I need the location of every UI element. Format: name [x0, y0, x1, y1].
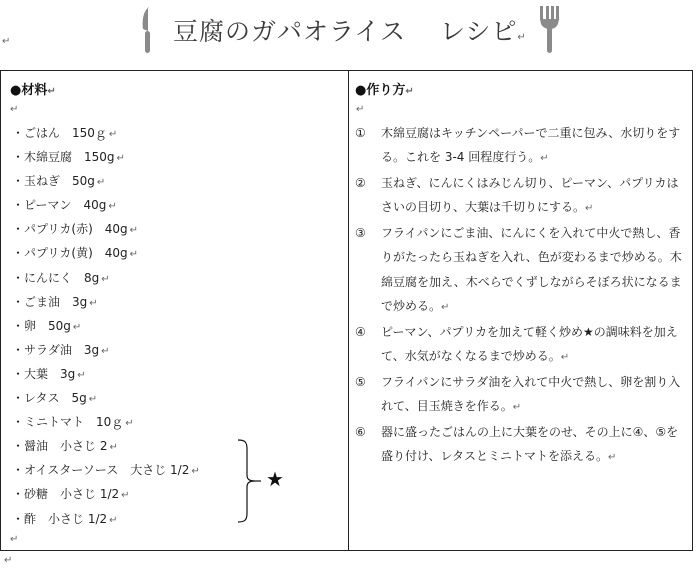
paragraph-mark: ↵: [191, 466, 200, 478]
method-step: [355, 420, 689, 470]
ingredient-text: ・玉ねぎ 50g: [12, 174, 95, 189]
method-step: [355, 370, 689, 420]
title-row: [0, 0, 697, 70]
fork-icon: [539, 5, 561, 55]
method-step: [355, 171, 689, 221]
ingredient-text: ・ごま油 3g: [12, 294, 88, 309]
step-number: ⑥: [355, 425, 366, 440]
paragraph-mark: ↵: [101, 345, 110, 357]
paragraph-mark: ↵: [129, 249, 139, 261]
method-step: [355, 221, 689, 319]
paragraph-mark: ↵: [125, 418, 134, 430]
ingredient-item: [12, 193, 200, 217]
page-title: [173, 12, 527, 48]
ingredient-text: ・パプリカ(黄) 40g: [12, 246, 128, 261]
ingredient-text: ・ピーマン 40g: [12, 198, 107, 213]
method-step: [355, 121, 689, 171]
step-number: ②: [355, 176, 366, 191]
ingredient-item: [12, 458, 200, 482]
ingredient-text: ・酢 小さじ 1/2: [12, 511, 108, 526]
ingredient-item: [12, 241, 200, 265]
ingredient-item: [12, 290, 200, 314]
method-heading: ●作り方↵: [355, 83, 414, 98]
paragraph-mark: ↵: [10, 104, 19, 115]
ingredient-text: ・卵 50g: [12, 318, 71, 333]
paragraph-mark: ↵: [129, 225, 139, 237]
ingredient-item: [12, 217, 200, 241]
step-text: ピーマン、パプリカを加えて軽く炒め★の調味料を加えて、水気がなくなるまで炒める。: [381, 324, 678, 363]
paragraph-mark: ↵: [2, 36, 11, 47]
paragraph-mark: ↵: [89, 297, 98, 309]
ingredient-text: ・レタス 5g: [12, 391, 87, 406]
paragraph-mark: ↵: [109, 514, 118, 526]
ingredient-item: [12, 169, 200, 193]
ingredient-text: ・砂糖 小さじ 1/2: [12, 487, 120, 502]
step-number: ④: [355, 324, 366, 339]
paragraph-mark: ↵: [108, 129, 118, 140]
step-number: ①: [355, 126, 366, 140]
star-icon: ★: [266, 467, 284, 491]
ingredient-item: [12, 507, 200, 531]
ingredient-text: ・にんにく 8g: [12, 270, 100, 285]
ingredient-item: [12, 482, 200, 506]
step-text: 器に盛ったごはんの上に大葉をのせ、その上に④、⑤を盛り付け、レタスとミニトマトを添える。: [381, 425, 679, 464]
ingredient-text: ・ミニトマト 10ｇ: [12, 415, 124, 430]
ingredient-item: [12, 410, 200, 434]
paragraph-mark: ↵: [10, 534, 19, 545]
ingredient-text: ・サラダ油 3g: [12, 342, 100, 357]
paragraph-mark: ↵: [72, 321, 82, 333]
paragraph-mark: ↵: [109, 442, 118, 454]
paragraph-mark: ↵: [540, 153, 549, 165]
step-text: フライパンにサラダ油を入れて中火で熱し、卵を割り入れて、目玉焼きを作る。: [381, 374, 681, 414]
paragraph-mark: ↵: [101, 273, 110, 285]
method-step: [355, 320, 689, 370]
step-text: 玉ねぎ、にんにくはみじん切り、ピーマン、パプリカはさいの目切り、大葉は千切りにする。: [381, 176, 679, 215]
step-number: ⑤: [355, 374, 366, 389]
ingredient-item: [12, 314, 200, 338]
ingredient-item: [12, 121, 200, 145]
ingredients-heading: ●材料↵: [10, 83, 56, 98]
ingredient-text: ・醤油 小さじ 2: [12, 439, 108, 454]
brace-icon: [237, 439, 263, 523]
paragraph-mark: ↵: [512, 402, 522, 414]
paragraph-mark: ↵: [121, 490, 130, 502]
paragraph-mark: ↵: [96, 177, 106, 189]
ingredient-item: [12, 145, 200, 169]
title-suffix: レシピ: [440, 17, 518, 46]
ingredient-text: ・パプリカ(赤) 40g: [12, 222, 128, 237]
method-steps: [355, 121, 689, 470]
recipe-table: [0, 70, 693, 551]
title-main: 豆腐のガパオライス: [173, 17, 407, 46]
paragraph-mark: ↵: [441, 301, 450, 313]
paragraph-mark: ↵: [608, 452, 617, 464]
ingredients-column: [1, 71, 348, 550]
title-paragraph-mark: ↵: [517, 32, 527, 43]
ingredient-item: [12, 386, 200, 410]
paragraph-mark: ↵: [356, 104, 365, 115]
method-column: [349, 71, 693, 550]
step-number: ③: [355, 226, 366, 241]
paragraph-mark: ↵: [77, 369, 86, 381]
paragraph-mark: ↵: [585, 203, 594, 215]
ingredient-text: ・木綿豆腐 150g: [12, 150, 115, 165]
knife-icon: [140, 5, 156, 55]
paragraph-mark: ↵: [116, 153, 125, 165]
step-text: フライパンにごま油、にんにくを入れて中火で熱し、香りがたったら玉ねぎを入れ、色が変わるまで炒める。木綿豆腐を加え、木べらでくずしながらそぼろ状になるまで炒める。: [381, 226, 682, 313]
paragraph-mark: ↵: [560, 351, 570, 363]
ingredient-item: [12, 434, 200, 458]
ingredient-item: [12, 362, 200, 386]
ingredient-text: ・オイスターソース 大さじ 1/2: [12, 463, 190, 478]
ingredient-item: [12, 266, 200, 290]
step-text: 木綿豆腐はキッチンペーパーで二重に包み、水切りをする。これを 3-4 回程度行う。: [381, 126, 681, 165]
ingredient-text: ・ごはん 150ｇ: [12, 126, 107, 140]
paragraph-mark: ↵: [108, 201, 117, 213]
ingredient-list: [12, 121, 200, 531]
paragraph-mark: ↵: [88, 394, 98, 406]
ingredient-item: [12, 338, 200, 362]
ingredient-text: ・大葉 3g: [12, 366, 76, 381]
paragraph-mark: ↵: [4, 555, 13, 566]
